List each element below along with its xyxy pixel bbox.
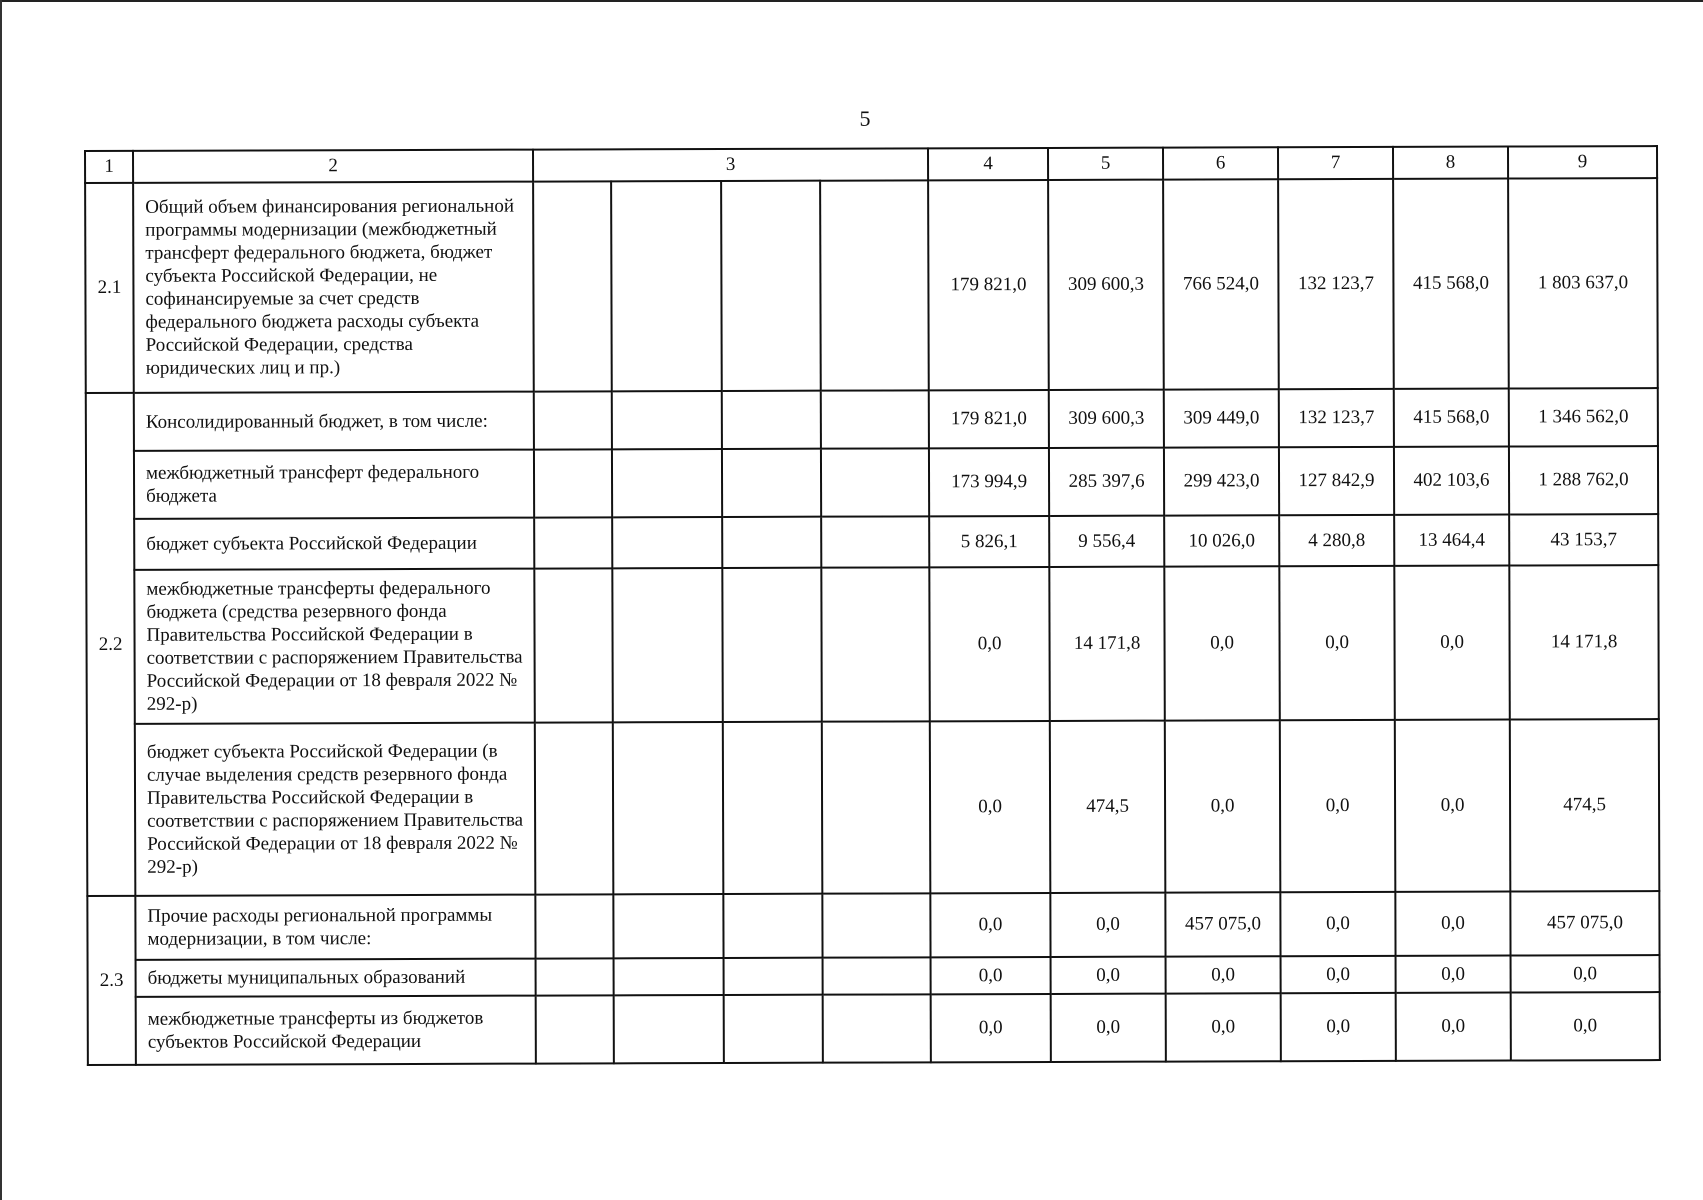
value-cell: 0,0 <box>929 567 1049 721</box>
value-cell: 127 842,9 <box>1279 447 1394 515</box>
empty-cell <box>613 722 724 894</box>
value-cell: 0,0 <box>1165 720 1281 892</box>
table-row <box>86 388 1658 451</box>
empty-cell <box>723 894 822 958</box>
value-cell: 309 600,3 <box>1049 390 1164 448</box>
value-cell: 309 600,3 <box>1048 180 1164 390</box>
empty-cell <box>822 893 930 957</box>
row-description: Консолидированный бюджет, в том числе: <box>134 392 534 451</box>
empty-cell <box>722 568 821 722</box>
empty-cell <box>533 181 612 391</box>
value-cell: 14 171,8 <box>1509 565 1658 719</box>
value-cell: 457 075,0 <box>1510 891 1659 955</box>
empty-cell <box>612 568 722 722</box>
value-cell: 0,0 <box>1396 956 1511 993</box>
table-row <box>88 992 1660 1065</box>
empty-cell <box>613 894 723 958</box>
row-description: Прочие расходы региональной программы модернизации, в том числе: <box>135 895 535 960</box>
value-cell: 0,0 <box>930 893 1050 957</box>
empty-cell <box>614 995 724 1063</box>
header-cell: 6 <box>1163 147 1278 179</box>
row-description: бюджеты муниципальных образований <box>136 959 536 997</box>
header-cell: 7 <box>1278 147 1393 179</box>
empty-cell <box>820 180 929 390</box>
empty-cell <box>722 391 821 449</box>
header-row <box>85 146 1657 183</box>
value-cell: 132 123,7 <box>1278 179 1394 389</box>
header-cell: 8 <box>1393 147 1508 179</box>
empty-cell <box>536 958 614 995</box>
value-cell: 1 346 562,0 <box>1509 388 1658 446</box>
empty-cell <box>823 994 931 1062</box>
value-cell: 402 103,6 <box>1394 447 1509 515</box>
header-cell: 9 <box>1508 146 1657 178</box>
value-cell: 43 153,7 <box>1509 514 1658 565</box>
empty-cell <box>536 995 614 1063</box>
value-cell: 0,0 <box>1280 892 1395 956</box>
value-cell: 309 449,0 <box>1164 389 1279 447</box>
value-cell: 0,0 <box>1396 993 1511 1061</box>
value-cell: 0,0 <box>931 957 1051 994</box>
value-cell: 766 524,0 <box>1163 179 1279 389</box>
value-cell: 5 826,1 <box>929 516 1049 567</box>
empty-cell <box>724 995 823 1063</box>
empty-cell <box>723 722 823 894</box>
value-cell: 1 288 762,0 <box>1509 446 1658 514</box>
empty-cell <box>724 958 823 995</box>
value-cell: 0,0 <box>1166 993 1281 1061</box>
empty-cell <box>821 448 929 516</box>
value-cell: 0,0 <box>1280 720 1396 892</box>
value-cell: 299 423,0 <box>1164 447 1279 515</box>
value-cell: 457 075,0 <box>1165 892 1280 956</box>
table-row <box>85 178 1658 393</box>
page-edge-top <box>0 0 1703 2</box>
row-description: бюджет субъекта Российской Федерации <box>134 518 534 570</box>
empty-cell <box>534 568 612 722</box>
empty-cell <box>535 722 614 894</box>
header-cell: 1 <box>85 151 133 183</box>
value-cell: 179 821,0 <box>928 180 1049 390</box>
empty-cell <box>722 449 821 517</box>
value-cell: 474,5 <box>1050 721 1166 893</box>
empty-cell <box>534 391 612 449</box>
table-row <box>86 565 1658 724</box>
value-cell: 415 568,0 <box>1394 389 1509 447</box>
empty-cell <box>614 958 724 995</box>
value-cell: 173 994,9 <box>929 448 1049 516</box>
empty-cell <box>534 449 612 517</box>
value-cell: 1 803 637,0 <box>1508 178 1658 388</box>
header-cell: 5 <box>1048 148 1163 180</box>
empty-cell <box>821 390 929 448</box>
row-description: Общий объем финансирования региональной программы модернизации (межбюджетный трансферт федерального бюджета, бюджет субъекта Российской Федерации, не софинансируемые за счет средств федерального бюджета расходы субъекта Российской Федерации, средства юридических лиц и пр.) <box>133 182 534 393</box>
empty-cell <box>611 181 722 391</box>
value-cell: 0,0 <box>1281 956 1396 993</box>
header-cell: 2 <box>133 150 533 183</box>
value-cell: 0,0 <box>1050 893 1165 957</box>
empty-cell <box>535 894 613 958</box>
empty-cell <box>612 391 722 449</box>
value-cell: 0,0 <box>1511 992 1660 1060</box>
page-edge-left <box>0 0 2 1200</box>
value-cell: 0,0 <box>1164 566 1279 720</box>
value-cell: 0,0 <box>1166 956 1281 993</box>
value-cell: 0,0 <box>1051 994 1166 1062</box>
value-cell: 10 026,0 <box>1164 515 1279 566</box>
value-cell: 0,0 <box>1051 957 1166 994</box>
value-cell: 0,0 <box>1395 720 1511 892</box>
row-code: 2.1 <box>85 183 134 393</box>
value-cell: 0,0 <box>930 721 1051 893</box>
value-cell: 179 821,0 <box>929 390 1049 448</box>
value-cell: 0,0 <box>931 994 1051 1062</box>
row-description: межбюджетные трансферты из бюджетов субъектов Российской Федерации <box>136 996 536 1065</box>
value-cell: 13 464,4 <box>1394 515 1509 566</box>
empty-cell <box>612 517 722 568</box>
row-code: 2.2 <box>86 393 136 896</box>
empty-cell <box>822 721 931 893</box>
page-number: 5 <box>859 106 871 131</box>
row-description: межбюджетный трансферт федерального бюджета <box>134 450 534 519</box>
table-row <box>86 514 1658 570</box>
row-description: межбюджетные трансферты федерального бюджета (средства резервного фонда Правительства Российской Федерации в соответствии с распоряжением Правительства Российской Федерации от 18 февраля 2022 № 292-р) <box>134 569 534 724</box>
header-cell: 3 <box>533 148 928 181</box>
table-row <box>88 955 1660 997</box>
value-cell: 285 397,6 <box>1049 448 1164 516</box>
table-row <box>87 719 1660 896</box>
empty-cell <box>721 181 821 391</box>
row-code: 2.3 <box>87 896 136 1065</box>
value-cell: 0,0 <box>1279 566 1394 720</box>
value-cell: 415 568,0 <box>1393 179 1509 389</box>
value-cell: 474,5 <box>1510 719 1660 891</box>
empty-cell <box>823 957 931 994</box>
budget-table <box>84 145 1661 1066</box>
value-cell: 132 123,7 <box>1279 389 1394 447</box>
empty-cell <box>534 517 612 568</box>
value-cell: 4 280,8 <box>1279 515 1394 566</box>
table-row <box>86 446 1658 519</box>
value-cell: 0,0 <box>1511 955 1660 992</box>
header-cell: 4 <box>928 148 1048 180</box>
table-row <box>87 891 1659 960</box>
empty-cell <box>722 517 821 568</box>
value-cell: 0,0 <box>1394 566 1509 720</box>
value-cell: 9 556,4 <box>1049 516 1164 567</box>
value-cell: 14 171,8 <box>1049 567 1164 721</box>
empty-cell <box>612 449 722 517</box>
row-description: бюджет субъекта Российской Федерации (в случае выделения средств резервного фонда Правительства Российской Федерации в соответствии с распоряжением Правительства Российской Федерации от 18 февраля 2022 № 292-р) <box>135 723 536 896</box>
value-cell: 0,0 <box>1395 892 1510 956</box>
empty-cell <box>821 567 929 721</box>
empty-cell <box>821 516 929 567</box>
value-cell: 0,0 <box>1281 993 1396 1061</box>
